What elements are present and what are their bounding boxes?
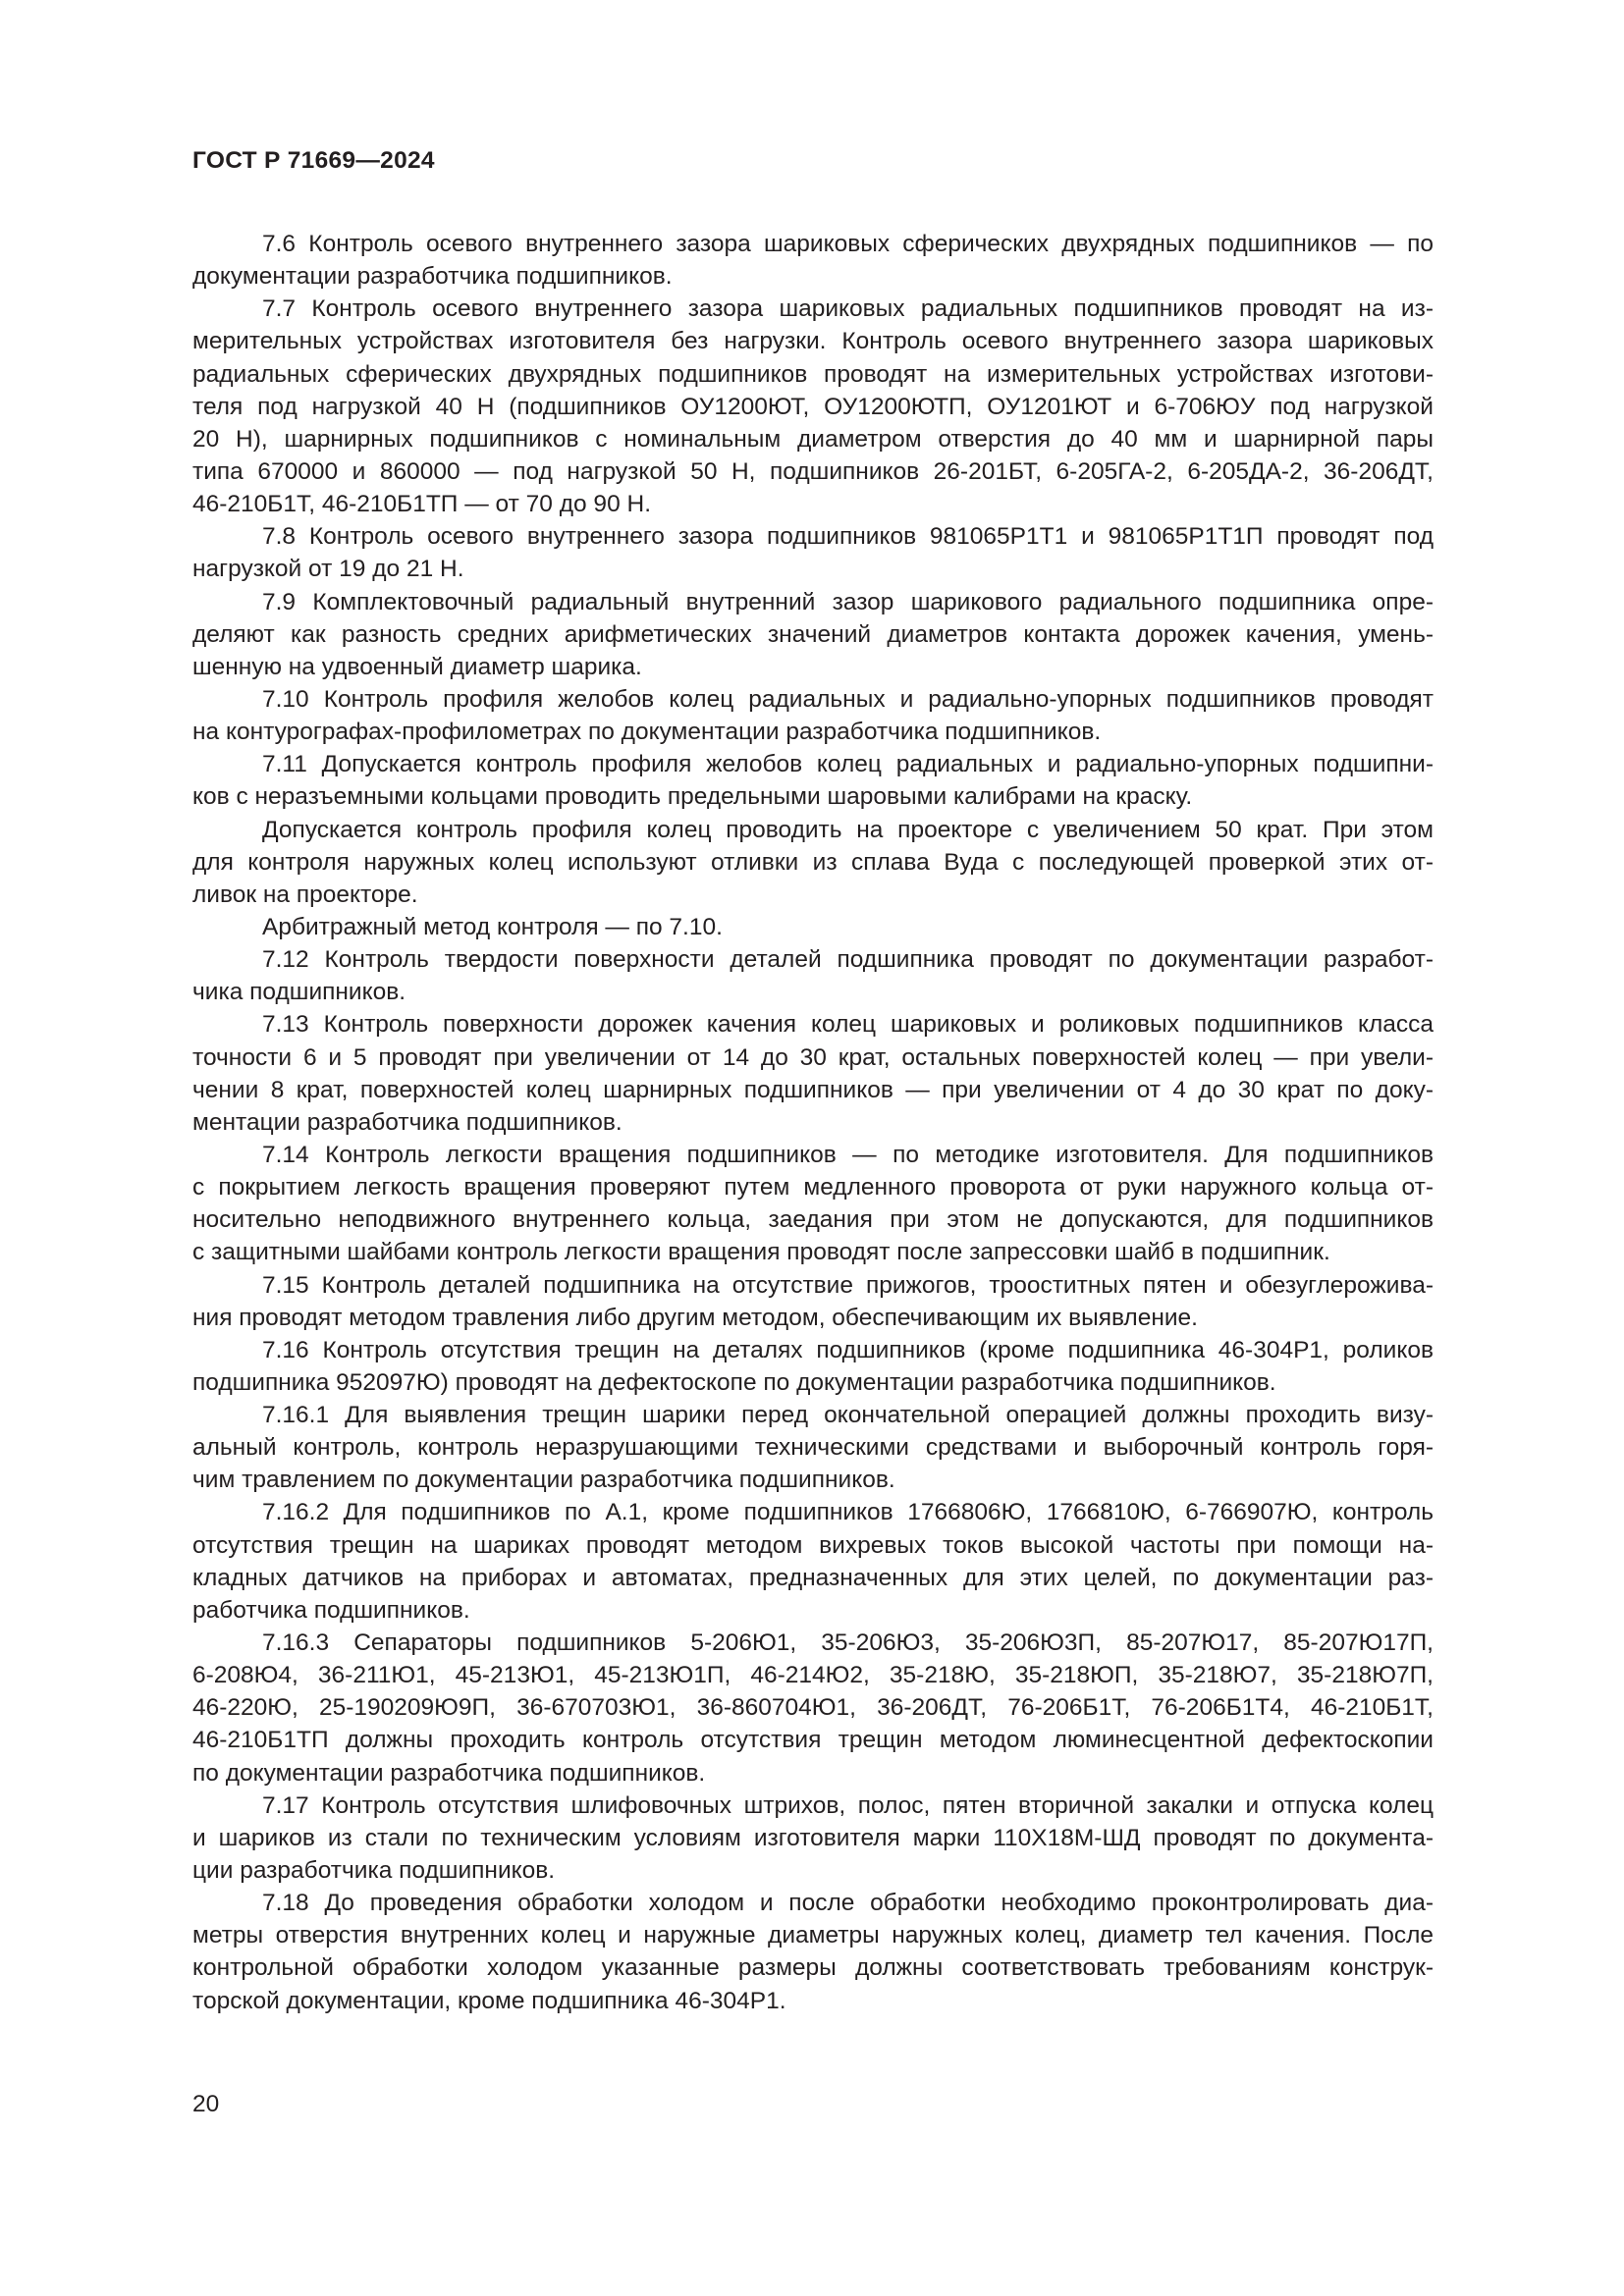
paragraph-line: типа 670000 и 860000 — под нагрузкой 50 Н, подшипников 26-201БТ, 6-205ГА-2, 6-205ДА-2, 36-206ДТ, — [192, 457, 1434, 485]
paragraph-7-16-1 — [192, 1399, 1434, 1496]
paragraph-line: деляют как разность средних арифметических значений диаметров контакта дорожек качения, умень- — [192, 620, 1434, 648]
paragraph-7-16-3 — [192, 1627, 1434, 1789]
paragraph-line: ния проводят методом травления либо другим методом, обеспечивающим их выявление. — [192, 1304, 1198, 1331]
paragraph-7-11 — [192, 748, 1434, 813]
paragraph-line: точности 6 и 5 проводят при увеличении от 14 до 30 крат, остальных поверхностей колец — при увели- — [192, 1043, 1434, 1071]
paragraph-7-11-b — [192, 814, 1434, 911]
paragraph-line: носительно неподвижного внутреннего кольца, заедания при этом не допускаются, для подшипников — [192, 1206, 1434, 1234]
paragraph-line: 7.15 Контроль деталей подшипника на отсутствие прижогов, трооститных пятен и обезуглерожива- — [262, 1271, 1434, 1299]
paragraph-line: 46-220Ю, 25-190209Ю9П, 36-670703Ю1, 36-860704Ю1, 36-206ДТ, 76-206Б1Т, 76-206Б1Т4, 46-210Б1Т, — [192, 1694, 1434, 1722]
paragraph-line: на контурографах-профилометрах по документации разработчика подшипников. — [192, 719, 1102, 746]
paragraph-line: 46-210Б1Т, 46-210Б1ТП — от 70 до 90 Н. — [192, 491, 651, 518]
paragraph-line: чении 8 крат, поверхностей колец шарнирных подшипников — при увеличении от 4 до 30 крат по доку- — [192, 1076, 1434, 1103]
paragraph-line: 46-210Б1ТП должны проходить контроль отсутствия трещин методом люминесцентной дефектоскопии — [192, 1727, 1434, 1754]
paragraph-line: Допускается контроль профиля колец проводить на проекторе с увеличением 50 крат. При этом — [262, 816, 1434, 843]
paragraph-line: 7.12 Контроль твердости поверхности деталей подшипника проводят по документации разработ- — [262, 946, 1434, 974]
paragraph-line: радиальных сферических двухрядных подшипников проводят на измерительных устройствах изготови- — [192, 360, 1434, 388]
paragraph-line: 7.7 Контроль осевого внутреннего зазора шариковых радиальных подшипников проводят на из- — [262, 295, 1434, 323]
paragraph-line: с покрытием легкость вращения проверяют путем медленного проворота от руки наружного кольца от- — [192, 1174, 1434, 1201]
paragraph-line: 7.16.3 Сепараторы подшипников 5-206Ю1, 35-206Ю3, 35-206Ю3П, 85-207Ю17, 85-207Ю17П, — [262, 1629, 1434, 1657]
paragraph-line: отсутствия трещин на шариках проводят методом вихревых токов высокой частоты при помощи на- — [192, 1531, 1434, 1559]
paragraph-line: документации разработчика подшипников. — [192, 263, 673, 291]
paragraph-line: 7.11 Допускается контроль профиля желобов колец радиальных и радиально-упорных подшипни- — [262, 751, 1434, 778]
paragraph-7-12 — [192, 943, 1434, 1008]
paragraph-line: 7.6 Контроль осевого внутреннего зазора шариковых сферических двухрядных подшипников — по — [262, 231, 1434, 257]
paragraph-7-6 — [192, 228, 1434, 293]
paragraph-line: 7.14 Контроль легкости вращения подшипников — по методике изготовителя. Для подшипников — [262, 1141, 1434, 1168]
paragraph-line: ции разработчика подшипников. — [192, 1857, 556, 1885]
paragraph-line: 7.16 Контроль отсутствия трещин на деталях подшипников (кроме подшипника 46-304Р1, роликов — [262, 1336, 1434, 1363]
paragraph-line: 7.16.1 Для выявления трещин шарики перед окончательной операцией должны проходить визу- — [262, 1402, 1434, 1429]
paragraph-line: 7.8 Контроль осевого внутреннего зазора подшипников 981065Р1Т1 и 981065Р1Т1П проводят под — [262, 523, 1434, 551]
paragraph-7-13 — [192, 1008, 1434, 1139]
paragraph-line: чим травлением по документации разработчика подшипников. — [192, 1467, 895, 1494]
paragraph-7-16 — [192, 1334, 1434, 1399]
paragraph-7-10 — [192, 683, 1434, 748]
paragraph-line: 7.9 Комплектовочный радиальный внутренний зазор шарикового радиального подшипника опре- — [262, 588, 1434, 615]
paragraph-line: кладных датчиков на приборах и автоматах, предназначенных для этих целей, по документации раз- — [192, 1564, 1434, 1591]
paragraph-line: торской документации, кроме подшипника 46-304Р1. — [192, 1987, 786, 2014]
paragraph-7-9 — [192, 586, 1434, 683]
paragraph-line: 7.18 До проведения обработки холодом и после обработки необходимо проконтролировать диа- — [262, 1890, 1434, 1917]
paragraph-7-8 — [192, 520, 1434, 585]
paragraph-line: мерительных устройствах изготовителя без нагрузки. Контроль осевого внутреннего зазора шариковых — [192, 328, 1434, 355]
paragraph-line: теля под нагрузкой 40 Н (подшипников ОУ1200ЮТ, ОУ1200ЮТП, ОУ1201ЮТ и 6-706ЮУ под нагрузкой — [192, 393, 1434, 420]
paragraph-line: нагрузкой от 19 до 21 Н. — [192, 556, 464, 583]
paragraph-line: Арбитражный метод контроля — по 7.10. — [262, 913, 723, 940]
paragraph-7-15 — [192, 1269, 1434, 1334]
paragraph-line: шенную на удвоенный диаметр шарика. — [192, 653, 642, 680]
paragraph-line: альный контроль, контроль неразрушающими техническими средствами и выборочный контроль горя- — [192, 1434, 1434, 1462]
paragraph-line: метры отверстия внутренних колец и наружные диаметры наружных колец, диаметр тел качения. После — [192, 1922, 1434, 1949]
paragraph-7-7 — [192, 293, 1434, 520]
paragraph-line: 6-208Ю4, 36-211Ю1, 45-213Ю1, 45-213Ю1П, 46-214Ю2, 35-218Ю, 35-218ЮП, 35-218Ю7, 35-218Ю7П, — [192, 1662, 1434, 1689]
paragraph-7-11-c — [192, 911, 1434, 943]
paragraph-line: 7.17 Контроль отсутствия шлифовочных штрихов, полос, пятен вторичной закалки и отпуска колец — [262, 1791, 1434, 1819]
paragraph-line: для контроля наружных колец используют отливки из сплава Вуда с последующей проверкой этих от- — [192, 848, 1434, 876]
paragraph-line: и шариков из стали по техническим условиям изготовителя марки 110Х18М-ШД проводят по документа- — [192, 1824, 1434, 1851]
paragraph-line: 7.10 Контроль профиля желобов колец радиальных и радиально-упорных подшипников проводят — [262, 685, 1434, 713]
paragraph-line: чика подшипников. — [192, 979, 406, 1006]
paragraph-7-16-2 — [192, 1496, 1434, 1627]
paragraph-line: работчика подшипников. — [192, 1596, 470, 1624]
paragraph-line: с защитными шайбами контроль легкости вращения проводят после запрессовки шайб в подшипник. — [192, 1239, 1330, 1266]
paragraph-7-14 — [192, 1139, 1434, 1269]
paragraph-7-18 — [192, 1887, 1434, 2017]
paragraph-line: ливок на проекторе. — [192, 881, 418, 908]
paragraph-line: 7.13 Контроль поверхности дорожек качения колец шариковых и роликовых подшипников класса — [262, 1011, 1434, 1039]
paragraph-line: 7.16.2 Для подшипников по А.1, кроме подшипников 1766806Ю, 1766810Ю, 6-766907Ю, контроль — [262, 1499, 1434, 1526]
document-body — [192, 228, 1434, 2017]
paragraph-line: по документации разработчика подшипников. — [192, 1759, 706, 1787]
paragraph-line: ментации разработчика подшипников. — [192, 1108, 623, 1136]
paragraph-7-17 — [192, 1789, 1434, 1887]
page-number: 20 — [192, 2091, 220, 2117]
paragraph-line: ков с неразъемными кольцами проводить предельными шаровыми калибрами на краску. — [192, 783, 1193, 811]
document-header: ГОСТ Р 71669—2024 — [192, 147, 435, 174]
paragraph-line: 20 Н), шарнирных подшипников с номинальным диаметром отверстия до 40 мм и шарнирной пары — [192, 425, 1434, 453]
paragraph-line: контрольной обработки холодом указанные размеры должны соответствовать требованиям конструк- — [192, 1954, 1434, 1982]
paragraph-line: подшипника 952097Ю) проводят на дефектоскопе по документации разработчика подшипников. — [192, 1368, 1276, 1396]
